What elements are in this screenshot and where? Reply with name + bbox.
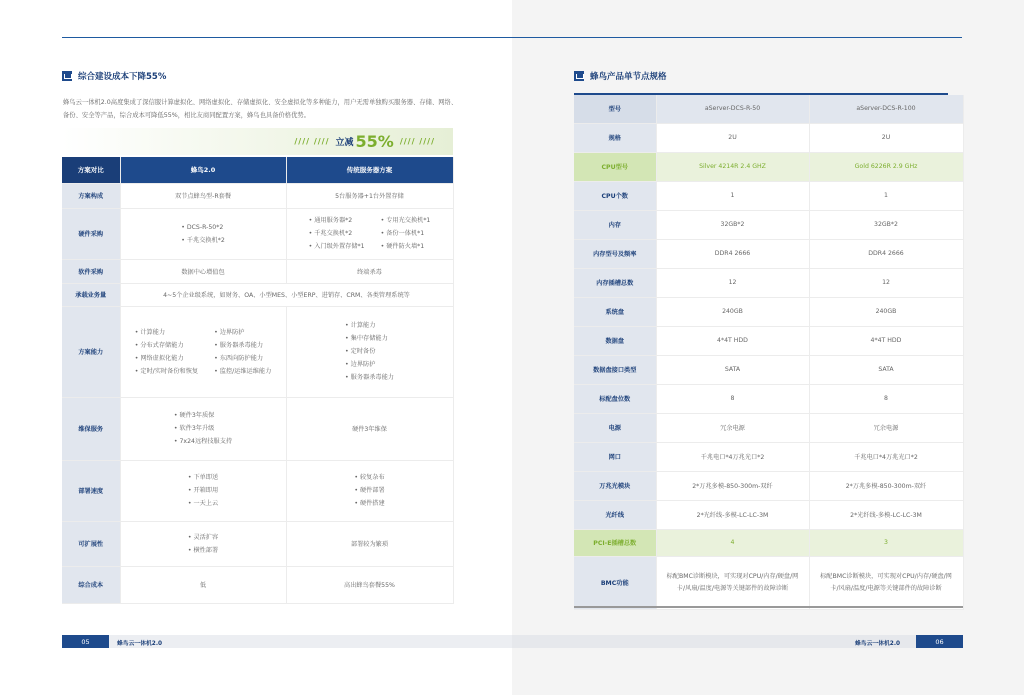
list-item: • 7x24远程技服支持	[174, 435, 232, 448]
list-item: • 定时/实时备份和恢复	[135, 365, 198, 378]
list-item: • 分布式存储能力	[135, 339, 198, 352]
right-section-title-text: 蜂鸟产品单节点规格	[590, 72, 667, 82]
banner-label: 立减	[335, 138, 354, 148]
table-row	[574, 181, 963, 210]
cell: 终端杀毒	[286, 259, 453, 283]
cell: 8	[809, 384, 963, 413]
list-item: • 开箱即用	[188, 484, 218, 497]
list-item: • 东西向防护能力	[214, 352, 271, 365]
table-row	[62, 566, 453, 603]
list-item: • 一天上云	[188, 497, 218, 510]
row-label: 方案能力	[62, 306, 120, 397]
table-row	[574, 556, 963, 609]
list-item: • 边界防护	[345, 358, 394, 371]
banner-value: 55%	[355, 132, 394, 151]
list	[188, 471, 218, 510]
banner-stripes-left: //// ////	[294, 137, 330, 146]
header-compare: 方案对比	[62, 157, 120, 183]
row-label: 数据盘	[574, 326, 656, 355]
list	[135, 326, 198, 378]
cell	[120, 208, 286, 259]
row-label: 承载业务量	[62, 283, 120, 306]
row-label: 电源	[574, 413, 656, 442]
table-row	[574, 297, 963, 326]
cell: 2*光纤线-多模-LC-LC-3M	[809, 500, 963, 529]
table-row	[62, 397, 453, 460]
list-item: • 通用服务器*2	[309, 214, 365, 227]
row-label: 内存型号及频率	[574, 239, 656, 268]
list-item: • 集中存储能力	[345, 332, 394, 345]
list-item: • 硬件防火墙*1	[381, 240, 431, 253]
table-row	[574, 442, 963, 471]
row-label: 内存插槽总数	[574, 268, 656, 297]
row-label: 硬件采购	[62, 208, 120, 259]
cell: 1	[809, 181, 963, 210]
list-item: • 硬件部署	[354, 484, 384, 497]
list-item: • DCS-R-50*2	[181, 221, 225, 234]
table-row	[62, 306, 453, 397]
cell: 冗余电源	[656, 413, 809, 442]
cell	[286, 306, 453, 397]
list-item: • 硬件搭建	[354, 497, 384, 510]
row-label: BMC功能	[574, 556, 656, 609]
cell: DDR4 2666	[809, 239, 963, 268]
cell: 低	[120, 566, 286, 603]
top-rule	[62, 37, 962, 38]
list	[309, 214, 365, 253]
table-row	[574, 326, 963, 355]
cell	[286, 460, 453, 521]
row-label: 软件采购	[62, 259, 120, 283]
header-fengniao: 蜂鸟2.0	[120, 157, 286, 183]
cell: 2U	[809, 123, 963, 152]
list-item: • 软件3年升级	[174, 422, 232, 435]
cell: 2U	[656, 123, 809, 152]
cell: 4~5个企业级系统，如财务、OA、小型MES、小型ERP、进销存、CRM、各类管理系统等	[120, 283, 453, 306]
cell: 部署较为繁琐	[286, 521, 453, 566]
table-row	[574, 152, 963, 181]
list	[354, 471, 384, 510]
row-label: 光纤线	[574, 500, 656, 529]
list	[214, 326, 271, 378]
table-row	[574, 123, 963, 152]
table-row	[574, 471, 963, 500]
section-marker-icon	[62, 71, 72, 81]
table-row	[62, 521, 453, 566]
cell: 4*4T HDD	[656, 326, 809, 355]
cell	[120, 521, 286, 566]
cell: 4	[656, 529, 809, 556]
row-label: 可扩展性	[62, 521, 120, 566]
cell: 32GB*2	[656, 210, 809, 239]
list	[188, 531, 218, 557]
table-row	[574, 239, 963, 268]
row-label: 型号	[574, 95, 656, 123]
row-label: 方案构成	[62, 183, 120, 208]
table-header-row	[62, 157, 453, 183]
table-row	[574, 268, 963, 297]
cell: 32GB*2	[809, 210, 963, 239]
table-row	[574, 95, 963, 123]
row-label: 数据盘接口类型	[574, 355, 656, 384]
left-page-number: 05	[62, 635, 109, 648]
cell: 3	[809, 529, 963, 556]
list-item: • 计算能力	[345, 319, 394, 332]
cell: 标配BMC诊断模块，可实现对CPU/内存/硬盘/网卡/风扇/温度/电源等关键部件的故障诊断	[656, 556, 809, 609]
cell: SATA	[656, 355, 809, 384]
comparison-table	[62, 157, 454, 604]
table-row	[62, 460, 453, 521]
table-row	[62, 208, 453, 259]
cell: Gold 6226R 2.9 GHz	[809, 152, 963, 181]
list-item: • 千兆交换机*2	[181, 234, 225, 247]
list-item: • 灵活扩容	[188, 531, 218, 544]
cell	[120, 397, 286, 460]
row-label: 规格	[574, 123, 656, 152]
cell: 1	[656, 181, 809, 210]
cell: SATA	[809, 355, 963, 384]
table-row	[574, 384, 963, 413]
two-col	[121, 326, 286, 378]
row-label: 万兆光模块	[574, 471, 656, 500]
cell: 2*万兆多模-850-300m-双纤	[656, 471, 809, 500]
intro-paragraph: 蜂鸟云一体机2.0高度集成了深信服计算虚拟化、网络虚拟化、存储虚拟化、安全虚拟化等多种能力，用户无需单独购买服务器、存储、网络、备份、安全等产品，综合成本可降低55%，相比友商同配置方案，蜂鸟也具备价格优势。	[63, 99, 458, 119]
table-row	[574, 210, 963, 239]
cell: 千兆电口*4万兆光口*2	[809, 442, 963, 471]
header-traditional: 传统服务器方案	[286, 157, 453, 183]
table-row	[574, 529, 963, 556]
row-label: 部署速度	[62, 460, 120, 521]
table-row	[62, 259, 453, 283]
cell: 标配BMC诊断模块，可实现对CPU/内存/硬盘/网卡/风扇/温度/电源等关键部件的故障诊断	[809, 556, 963, 609]
row-label: CPU型号	[574, 152, 656, 181]
row-label: 维保服务	[62, 397, 120, 460]
cell: 数据中心增值包	[120, 259, 286, 283]
list-item: • 专用光交换机*1	[381, 214, 431, 227]
left-section-title	[62, 70, 166, 82]
list-item: • 监控/运维运维能力	[214, 365, 271, 378]
list-item: • 较复杂布	[354, 471, 384, 484]
cell: 240GB	[809, 297, 963, 326]
row-label: PCI-E插槽总数	[574, 529, 656, 556]
table-row	[574, 500, 963, 529]
list-item: • 下单即送	[188, 471, 218, 484]
list-item: • 边界防护	[214, 326, 271, 339]
list	[181, 221, 225, 247]
list	[345, 319, 394, 384]
table-row	[62, 183, 453, 208]
spec-table-bottom-rule	[574, 606, 963, 608]
cell: 240GB	[656, 297, 809, 326]
row-label: CPU个数	[574, 181, 656, 210]
list-item: • 计算能力	[135, 326, 198, 339]
spec-table	[574, 95, 964, 610]
table-row	[574, 413, 963, 442]
row-label: 网口	[574, 442, 656, 471]
cell: 硬件3年维保	[286, 397, 453, 460]
table-row	[62, 283, 453, 306]
cell: DDR4 2666	[656, 239, 809, 268]
cell: aServer-DCS-R-100	[809, 95, 963, 123]
two-col	[287, 214, 453, 253]
cell: 千兆电口*4万兆光口*2	[656, 442, 809, 471]
banner-stripes-right: //// ////	[399, 137, 435, 146]
cell: 12	[656, 268, 809, 297]
left-section-title-text: 综合建设成本下降55%	[78, 72, 167, 82]
cell: 8	[656, 384, 809, 413]
list-item: • 服务器杀毒能力	[345, 371, 394, 384]
row-label: 标配盘位数	[574, 384, 656, 413]
cell: aServer-DCS-R-50	[656, 95, 809, 123]
cell: 4*4T HDD	[809, 326, 963, 355]
cell: 2*万兆多模-850-300m-双纤	[809, 471, 963, 500]
right-section-title	[574, 70, 667, 82]
list-item: • 备份一体机*1	[381, 227, 431, 240]
cell	[120, 460, 286, 521]
list-item: • 横性部署	[188, 544, 218, 557]
cell: 冗余电源	[809, 413, 963, 442]
cell: Silver 4214R 2.4 GHZ	[656, 152, 809, 181]
cell: 5台服务器+1台外置存储	[286, 183, 453, 208]
section-marker-icon	[574, 71, 584, 81]
right-page-number: 06	[916, 635, 963, 648]
list	[174, 409, 232, 448]
cost-reduction-banner	[62, 128, 453, 155]
table-row	[574, 355, 963, 384]
cell: 双节点蜂鸟型-R套餐	[120, 183, 286, 208]
list-item: • 千兆交换机*2	[309, 227, 365, 240]
row-label: 内存	[574, 210, 656, 239]
cell	[286, 208, 453, 259]
list-item: • 入门级外置存储*1	[309, 240, 365, 253]
list-item: • 硬件3年质保	[174, 409, 232, 422]
list-item: • 网络虚拟化能力	[135, 352, 198, 365]
cell: 高出蜂鸟套餐55%	[286, 566, 453, 603]
list-item: • 服务器杀毒能力	[214, 339, 271, 352]
left-footer-name: 蜂鸟云一体机2.0	[117, 641, 163, 647]
right-footer-name: 蜂鸟云一体机2.0	[855, 641, 901, 647]
cell	[120, 306, 286, 397]
cell: 2*光纤线-多模-LC-LC-3M	[656, 500, 809, 529]
row-label: 系统盘	[574, 297, 656, 326]
row-label: 综合成本	[62, 566, 120, 603]
list	[381, 214, 431, 253]
cell: 12	[809, 268, 963, 297]
list-item: • 定时备份	[345, 345, 394, 358]
